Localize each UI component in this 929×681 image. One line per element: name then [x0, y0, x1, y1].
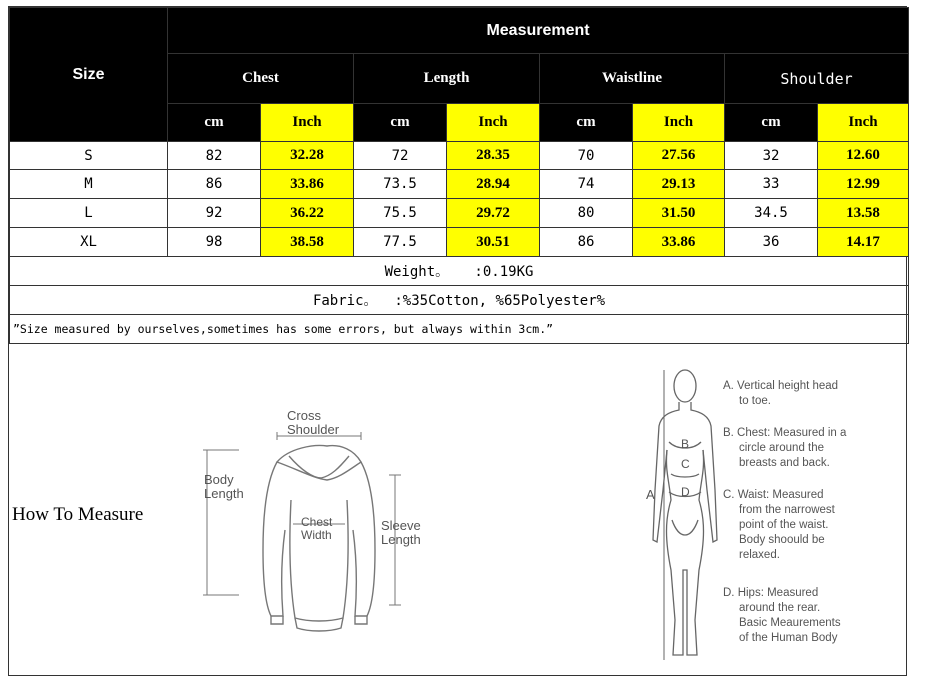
value-cell: 77.5 [354, 228, 447, 257]
value-cell: 38.58 [261, 228, 354, 257]
value-cell: 29.13 [633, 170, 725, 199]
value-cell: 33.86 [261, 170, 354, 199]
size-cell: L [10, 199, 168, 228]
value-cell: 74 [540, 170, 633, 199]
body-letter-d: D [681, 485, 690, 499]
value-cell: 33 [725, 170, 818, 199]
note-b: B. Chest: Measured in a circle around the breasts and back. [723, 427, 847, 469]
body-diagram [653, 370, 717, 655]
note-a: A. Vertical height head to toe. [723, 380, 839, 407]
value-cell: 75.5 [354, 199, 447, 228]
note-c: C. Waist: Measured from the narrowest point of the waist. Body shoould be relaxed. [723, 489, 835, 561]
unit-cell: cm [540, 104, 633, 142]
value-cell: 92 [168, 199, 261, 228]
body-letter-c: C [681, 457, 690, 471]
body-letter-b: B [681, 437, 690, 451]
value-cell: 12.60 [818, 142, 909, 170]
size-chart [8, 6, 907, 676]
value-cell: 30.51 [447, 228, 540, 257]
disclaimer-note: ”Size measured by ourselves,sometimes has some errors, but always within 3cm.” [10, 315, 909, 344]
weight-row: Weight。 :0.19KG [10, 257, 909, 286]
value-cell: 28.35 [447, 142, 540, 170]
unit-cell: cm [354, 104, 447, 142]
size-cell: S [10, 142, 168, 170]
value-cell: 14.17 [818, 228, 909, 257]
value-cell: 70 [540, 142, 633, 170]
size-cell: M [10, 170, 168, 199]
value-cell: 86 [540, 228, 633, 257]
size-cell: XL [10, 228, 168, 257]
value-cell: 31.50 [633, 199, 725, 228]
value-cell: 34.5 [725, 199, 818, 228]
value-cell: 80 [540, 199, 633, 228]
group-chest: Chest [168, 54, 354, 104]
value-cell: 72 [354, 142, 447, 170]
how-to-measure-label: How To Measure [12, 504, 144, 525]
value-cell: 36 [725, 228, 818, 257]
unit-cell: cm [725, 104, 818, 142]
value-cell: 32.28 [261, 142, 354, 170]
measurement-diagrams [9, 350, 906, 675]
unit-cell: Inch [818, 104, 909, 142]
table-row [10, 170, 909, 199]
value-cell: 86 [168, 170, 261, 199]
group-shoulder: Shoulder [725, 54, 909, 104]
unit-cell: Inch [447, 104, 540, 142]
value-cell: 28.94 [447, 170, 540, 199]
size-table [9, 7, 909, 344]
fabric-row: Fabric。 :%35Cotton, %65Polyester% [10, 286, 909, 315]
value-cell: 36.22 [261, 199, 354, 228]
unit-cell: cm [168, 104, 261, 142]
unit-cell: Inch [633, 104, 725, 142]
measurement-header: Measurement [168, 8, 909, 54]
body-letter-a: A [646, 487, 655, 502]
chest-width-label: Chest Width [301, 515, 333, 542]
value-cell: 98 [168, 228, 261, 257]
group-length: Length [354, 54, 540, 104]
value-cell: 82 [168, 142, 261, 170]
table-row [10, 228, 909, 257]
table-row [10, 199, 909, 228]
table-row [10, 142, 909, 170]
body-length-label: Body Length [204, 472, 244, 501]
how-to-measure-section [9, 350, 906, 675]
sleeve-length-label: Sleeve Length [381, 518, 421, 547]
cross-shoulder-label: Cross Shoulder [287, 408, 340, 437]
unit-cell: Inch [261, 104, 354, 142]
value-cell: 29.72 [447, 199, 540, 228]
value-cell: 33.86 [633, 228, 725, 257]
value-cell: 32 [725, 142, 818, 170]
value-cell: 12.99 [818, 170, 909, 199]
value-cell: 13.58 [818, 199, 909, 228]
size-header: Size [10, 8, 168, 142]
group-waistline: Waistline [540, 54, 725, 104]
note-d: D. Hips: Measured around the rear. Basic Meaurements of the Human Body [723, 587, 841, 644]
value-cell: 73.5 [354, 170, 447, 199]
value-cell: 27.56 [633, 142, 725, 170]
